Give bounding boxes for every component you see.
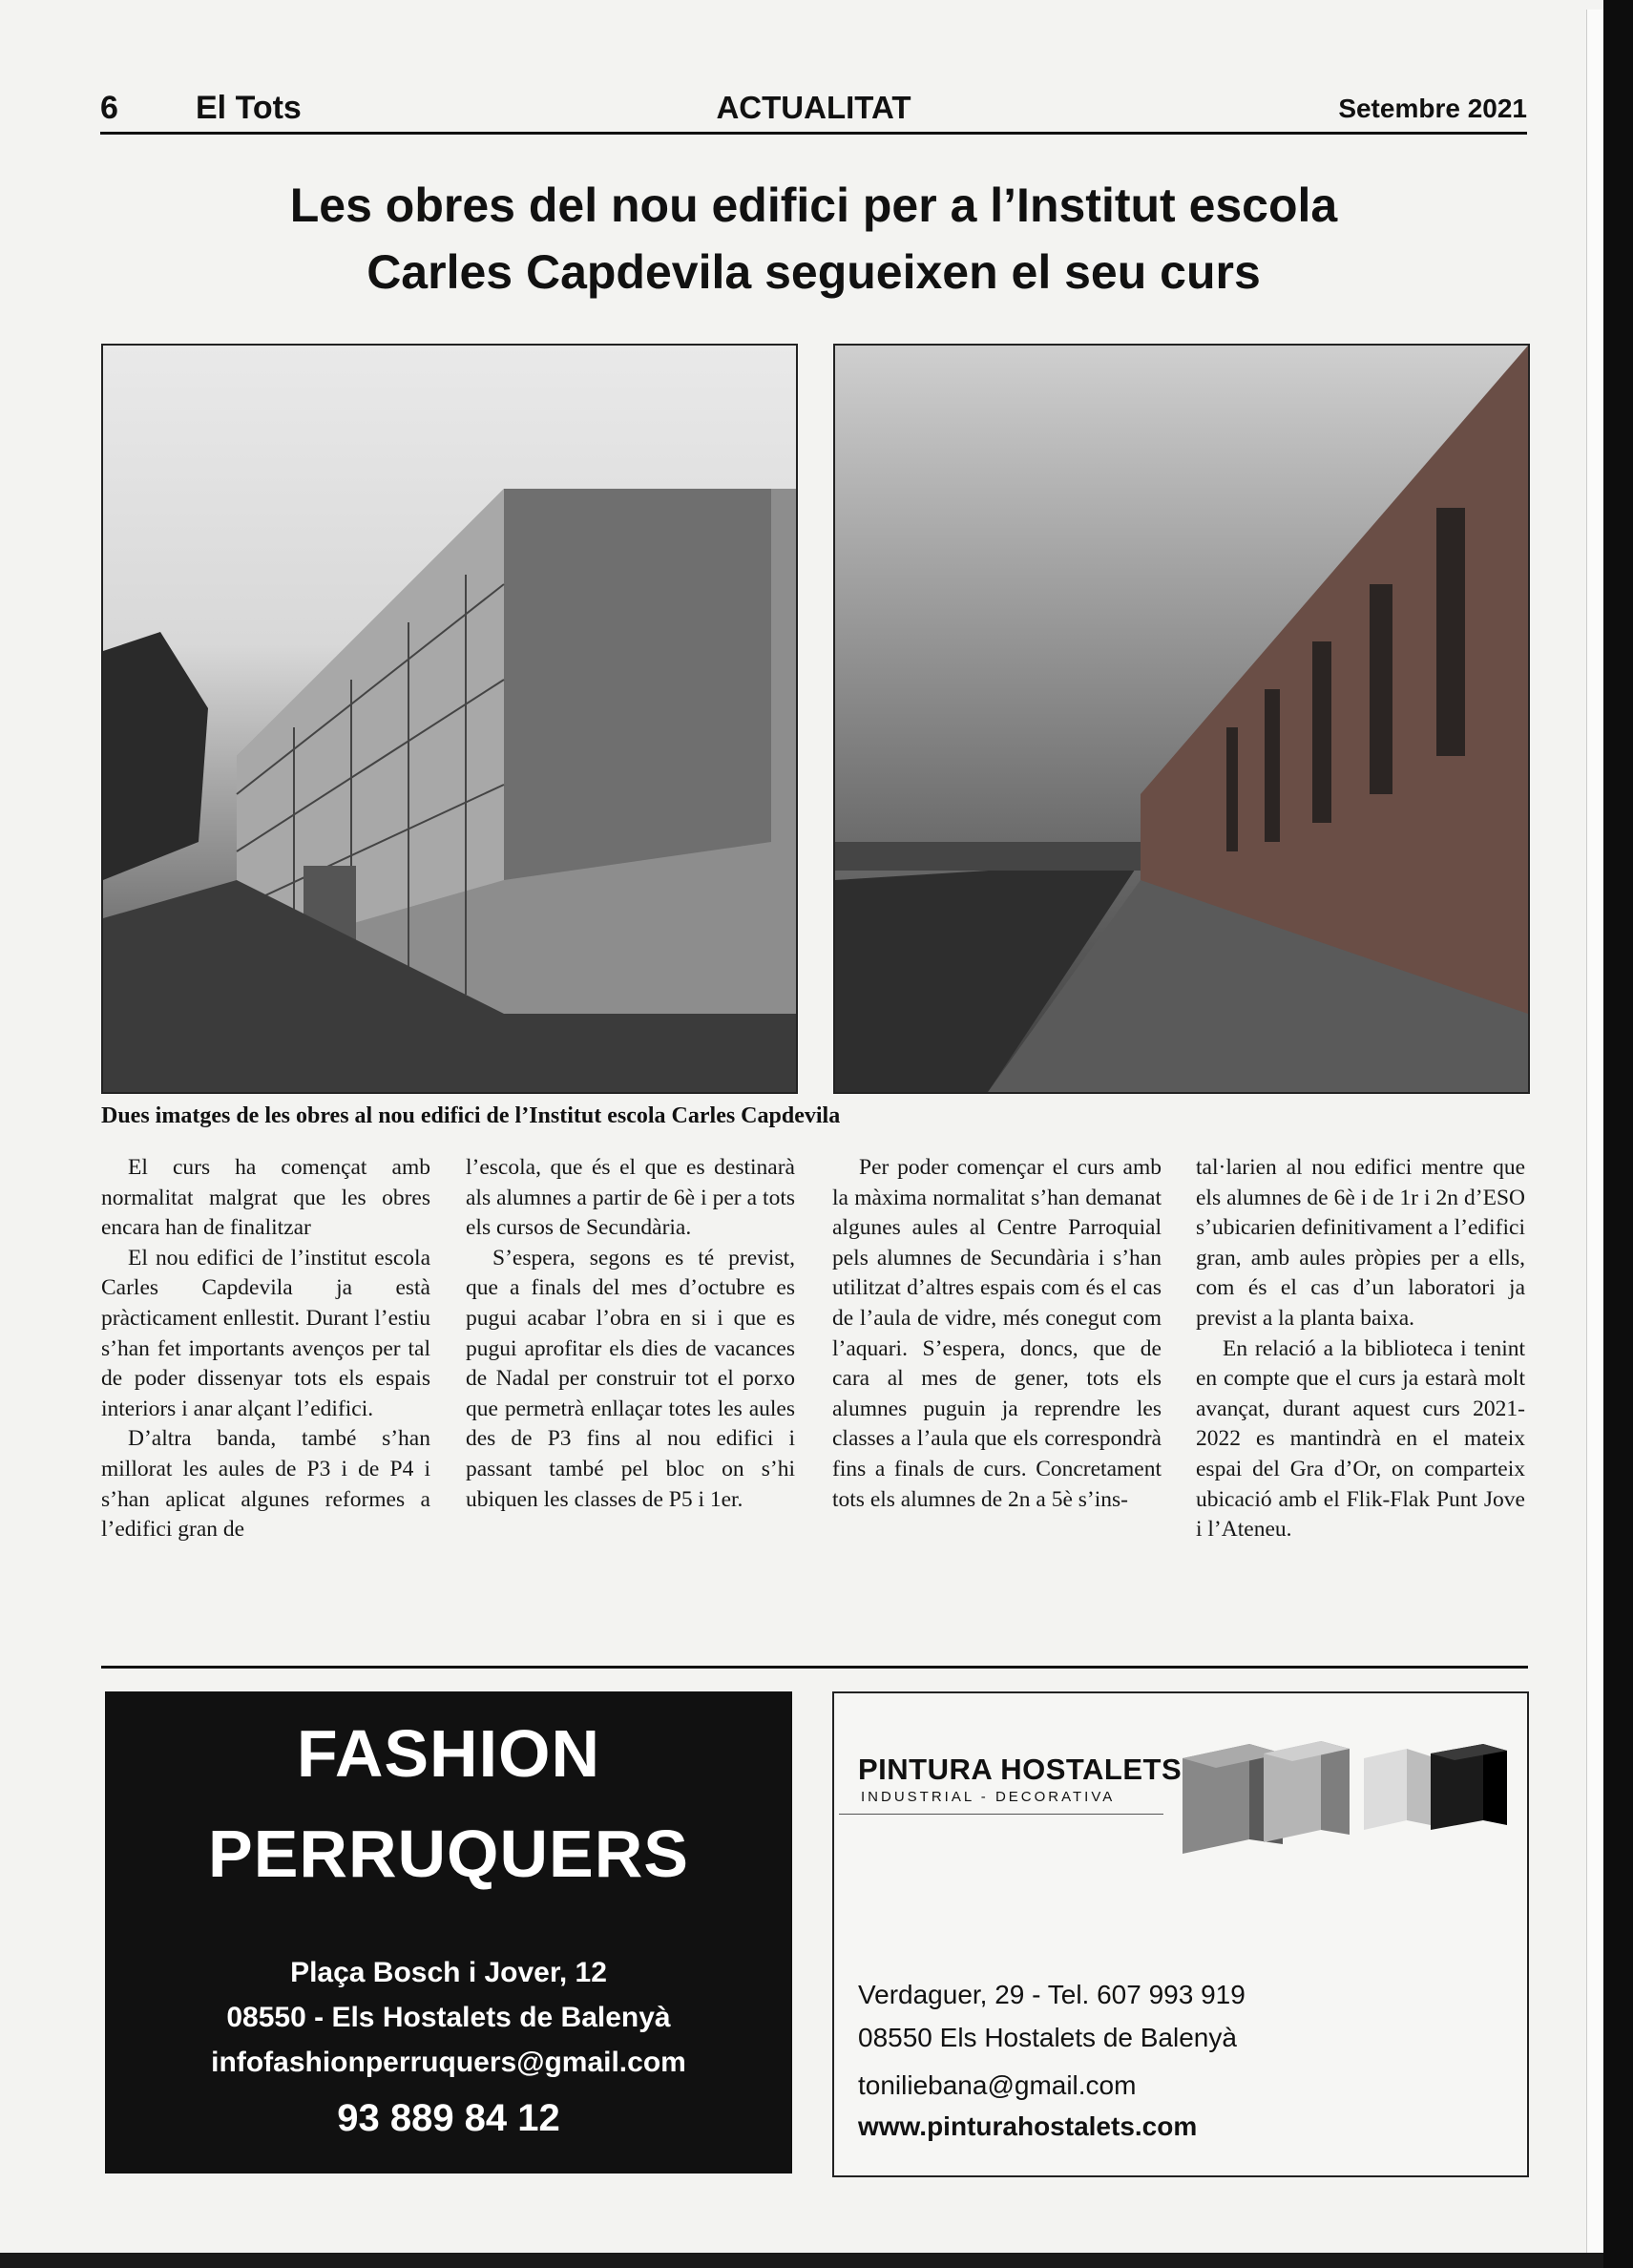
section-name: ACTUALITAT (716, 90, 911, 125)
article-paragraph: S’espera, segons es té previst, que a finals del mes d’octubre es pugui acabar l’obra en si i que es pugui aprofitar els dies de vacances de Nadal per construir tot el porxo que permetrà enllaçar totes les aules des de P3 fins al nou edifici i passant també pel bloc on s’hi ubiquen les classes de P5 i 1er. (466, 1245, 795, 1512)
article-paragraph: l’escola, que és el que es destinarà als alumnes a partir de 6è i per a tots els cursos de Secundària. (466, 1155, 795, 1241)
ad-pintura-hostalets (832, 1691, 1529, 2177)
next-page-edge (1586, 10, 1604, 2253)
paint-cubes-icon (1163, 1720, 1517, 1854)
article-title-line-2: Carles Capdevila segueixen el seu curs (366, 245, 1261, 299)
construction-photo-left (101, 344, 798, 1094)
ad-fashion-phone: 93 889 84 12 (337, 2097, 560, 2139)
article-column-1 (101, 1153, 430, 1545)
ad-fashion-address: Plaça Bosch i Jover, 12 (290, 1957, 607, 1988)
article-paragraph: El nou edifici de l’institut escola Carles Capdevila ja està pràcticament enllestit. Durant l’estiu s’han fet importants avenços per tal de poder dissenyar tots els espais interiors i anar alçant l’edifici. (101, 1245, 430, 1421)
article-paragraph: D’altra banda, també s’han millorat les aules de P3 i de P4 i s’han aplicat algunes reformes a l’edifici gran de (101, 1426, 430, 1543)
article-paragraph: En relació a la biblioteca i tenint en compte que el curs ja estarà molt avançat, durant aquest curs 2021-2022 es mantindrà en el mateix espai del Gra d’Or, on comparteix ubicació amb el Flik-Flak Punt Jove i l’Ateneu. (1196, 1335, 1525, 1543)
article-paragraph: Per poder començar el curs amb la màxima normalitat s’han demanat algunes aules al Centre Parroquial pels alumnes de Secundària i s’han utilitzat d’altres espais com és el cas de l’aula de vidre, més conegut com l’aquari. S’espera, doncs, que de cara al mes de gener, tots els alumnes puguin ja reprendre les classes a l’aula que els correspondrà fins a finals de curs. Concretament tots els alumnes de 2n a 5è s’ins- (832, 1155, 1162, 1512)
ad-pintura-website: www.pinturahostalets.com (858, 2111, 1198, 2141)
publication-name: El Tots (196, 90, 302, 126)
scan-border (1603, 0, 1633, 2268)
page-header (100, 88, 1527, 135)
ad-pintura-email: toniliebana@gmail.com (858, 2070, 1137, 2100)
article-paragraph: El curs ha començat amb normalitat malgrat que les obres encara han de finalitzar (101, 1155, 430, 1241)
ad-fashion-city: 08550 - Els Hostalets de Balenyà (226, 2002, 671, 2033)
article-column-3 (832, 1153, 1162, 1515)
section-divider (101, 1666, 1528, 1669)
ad-pintura-brand: PINTURA HOSTALETS (858, 1753, 1183, 1786)
ad-pintura-address: Verdaguer, 29 - Tel. 607 993 919 (858, 1980, 1246, 2009)
ad-pintura-underline (839, 1814, 1163, 1815)
article-title (100, 172, 1527, 305)
article-paragraph: tal·larien al nou edifici mentre que els alumnes de 6è i de 1r i 2n d’ESO s’ubicarien definitivament a l’edifici gran, amb aules pròpies per a ells, com és el cas d’un laboratori ja previst a la planta baixa. (1196, 1155, 1525, 1331)
article-title-line-1: Les obres del nou edifici per a l’Institut escola (289, 178, 1338, 232)
ad-fashion-name-line-1: FASHION (296, 1716, 601, 1791)
page-number: 6 (100, 90, 118, 126)
construction-photo-right (833, 344, 1530, 1094)
ad-pintura-tagline: INDUSTRIAL - DECORATIVA (861, 1789, 1116, 1805)
ad-fashion-name-line-2: PERRUQUERS (208, 1816, 689, 1891)
ad-fashion-perruquers (105, 1691, 792, 2174)
issue-date: Setembre 2021 (1338, 94, 1527, 123)
article-column-2 (466, 1153, 795, 1515)
photo-caption: Dues imatges de les obres al nou edifici de l’Institut escola Carles Capdevila (101, 1103, 841, 1128)
ad-pintura-city: 08550 Els Hostalets de Balenyà (858, 2023, 1237, 2052)
article-column-4 (1196, 1153, 1525, 1545)
ad-fashion-email: infofashionperruquers@gmail.com (211, 2047, 686, 2078)
